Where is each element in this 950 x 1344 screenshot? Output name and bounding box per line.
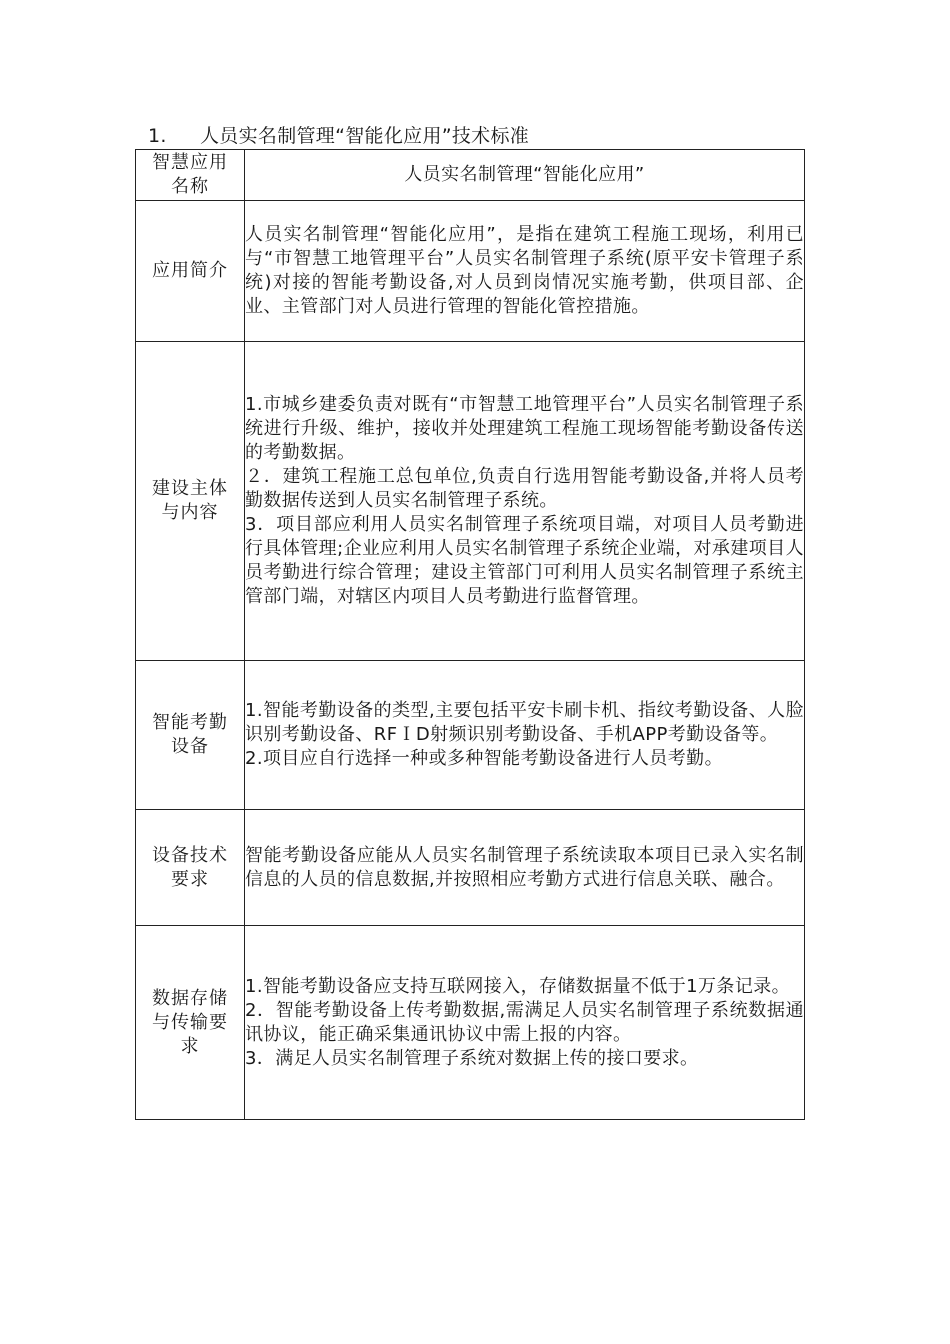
- devices-label-cell: [136, 661, 245, 810]
- table-row-tech: [136, 810, 805, 926]
- construction-content-cell: [245, 342, 805, 661]
- storage-label: 数据存储与传输要求: [152, 987, 228, 1057]
- table-row-construction: [136, 342, 805, 661]
- section-number: 1.: [148, 125, 167, 147]
- table-row-storage: [136, 926, 805, 1120]
- intro-label: 应用简介: [152, 260, 228, 281]
- header-label-cell: [136, 150, 245, 201]
- header-value: 人员实名制管理“智能化应用”: [404, 164, 645, 185]
- storage-item: 1.智能考勤设备应支持互联网接入，存储数据量不低于1万条记录。: [245, 975, 791, 997]
- tech-label: 设备技术要求: [152, 844, 228, 890]
- tech-label-cell: [136, 810, 245, 926]
- section-title: 人员实名制管理“智能化应用”技术标准: [200, 125, 530, 147]
- table-row-devices: [136, 661, 805, 810]
- intro-text: 人员实名制管理“智能化应用”，是指在建筑工程施工现场，利用已与“市智慧工地管理平台”人员实名制管理子系统(原平安卡管理子系统)对接的智能考勤设备,对人员到岗情况实施考勤，供项目部、企业、主管部门对人员进行管理的智能化管控措施。: [245, 224, 804, 317]
- standard-table: [135, 149, 805, 1120]
- section-heading: [148, 123, 529, 149]
- devices-item: 2.项目应自行选择一种或多种智能考勤设备进行人员考勤。: [245, 748, 723, 769]
- table-row-header: [136, 150, 805, 201]
- devices-item: 1.智能考勤设备的类型,主要包括平安卡刷卡机、指纹考勤设备、人脸识别考勤设备、RFＩD射频识别考勤设备、手机APP考勤设备等。: [245, 700, 804, 745]
- header-label: 智慧应用名称: [152, 152, 228, 197]
- construction-label-cell: [136, 342, 245, 661]
- intro-content-cell: [245, 201, 805, 342]
- storage-label-cell: [136, 926, 245, 1120]
- construction-item: 1.市城乡建委负责对既有“市智慧工地管理平台”人员实名制管理子系统进行升级、维护，接收并处理建筑工程施工现场智能考勤设备传送的考勤数据。: [245, 394, 804, 463]
- construction-label: 建设主体与内容: [152, 478, 228, 523]
- storage-item: 2．智能考勤设备上传考勤数据,需满足人员实名制管理子系统数据通讯协议，能正确采集通讯协议中需上报的内容。: [245, 999, 804, 1045]
- storage-item: 3．满足人员实名制管理子系统对数据上传的接口要求。: [245, 1047, 699, 1069]
- table-row-intro: [136, 201, 805, 342]
- tech-content-cell: [245, 810, 805, 926]
- tech-text: 智能考勤设备应能从人员实名制管理子系统读取本项目已录入实名制信息的人员的信息数据,并按照相应考勤方式进行信息关联、融合。: [245, 844, 804, 890]
- header-value-cell: [245, 150, 805, 201]
- intro-label-cell: [136, 201, 245, 342]
- storage-content-cell: [245, 926, 805, 1120]
- construction-item: 3．项目部应利用人员实名制管理子系统项目端，对项目人员考勤进行具体管理;企业应利用人员实名制管理子系统企业端，对承建项目人员考勤进行综合管理；建设主管部门可利用人员实名制管理子系统主管部门端，对辖区内项目人员考勤进行监督管理。: [245, 514, 804, 607]
- construction-item: ２．建筑工程施工总包单位,负责自行选用智能考勤设备,并将人员考勤数据传送到人员实名制管理子系统。: [245, 466, 804, 511]
- devices-label: 智能考勤设备: [152, 712, 228, 757]
- devices-content-cell: [245, 661, 805, 810]
